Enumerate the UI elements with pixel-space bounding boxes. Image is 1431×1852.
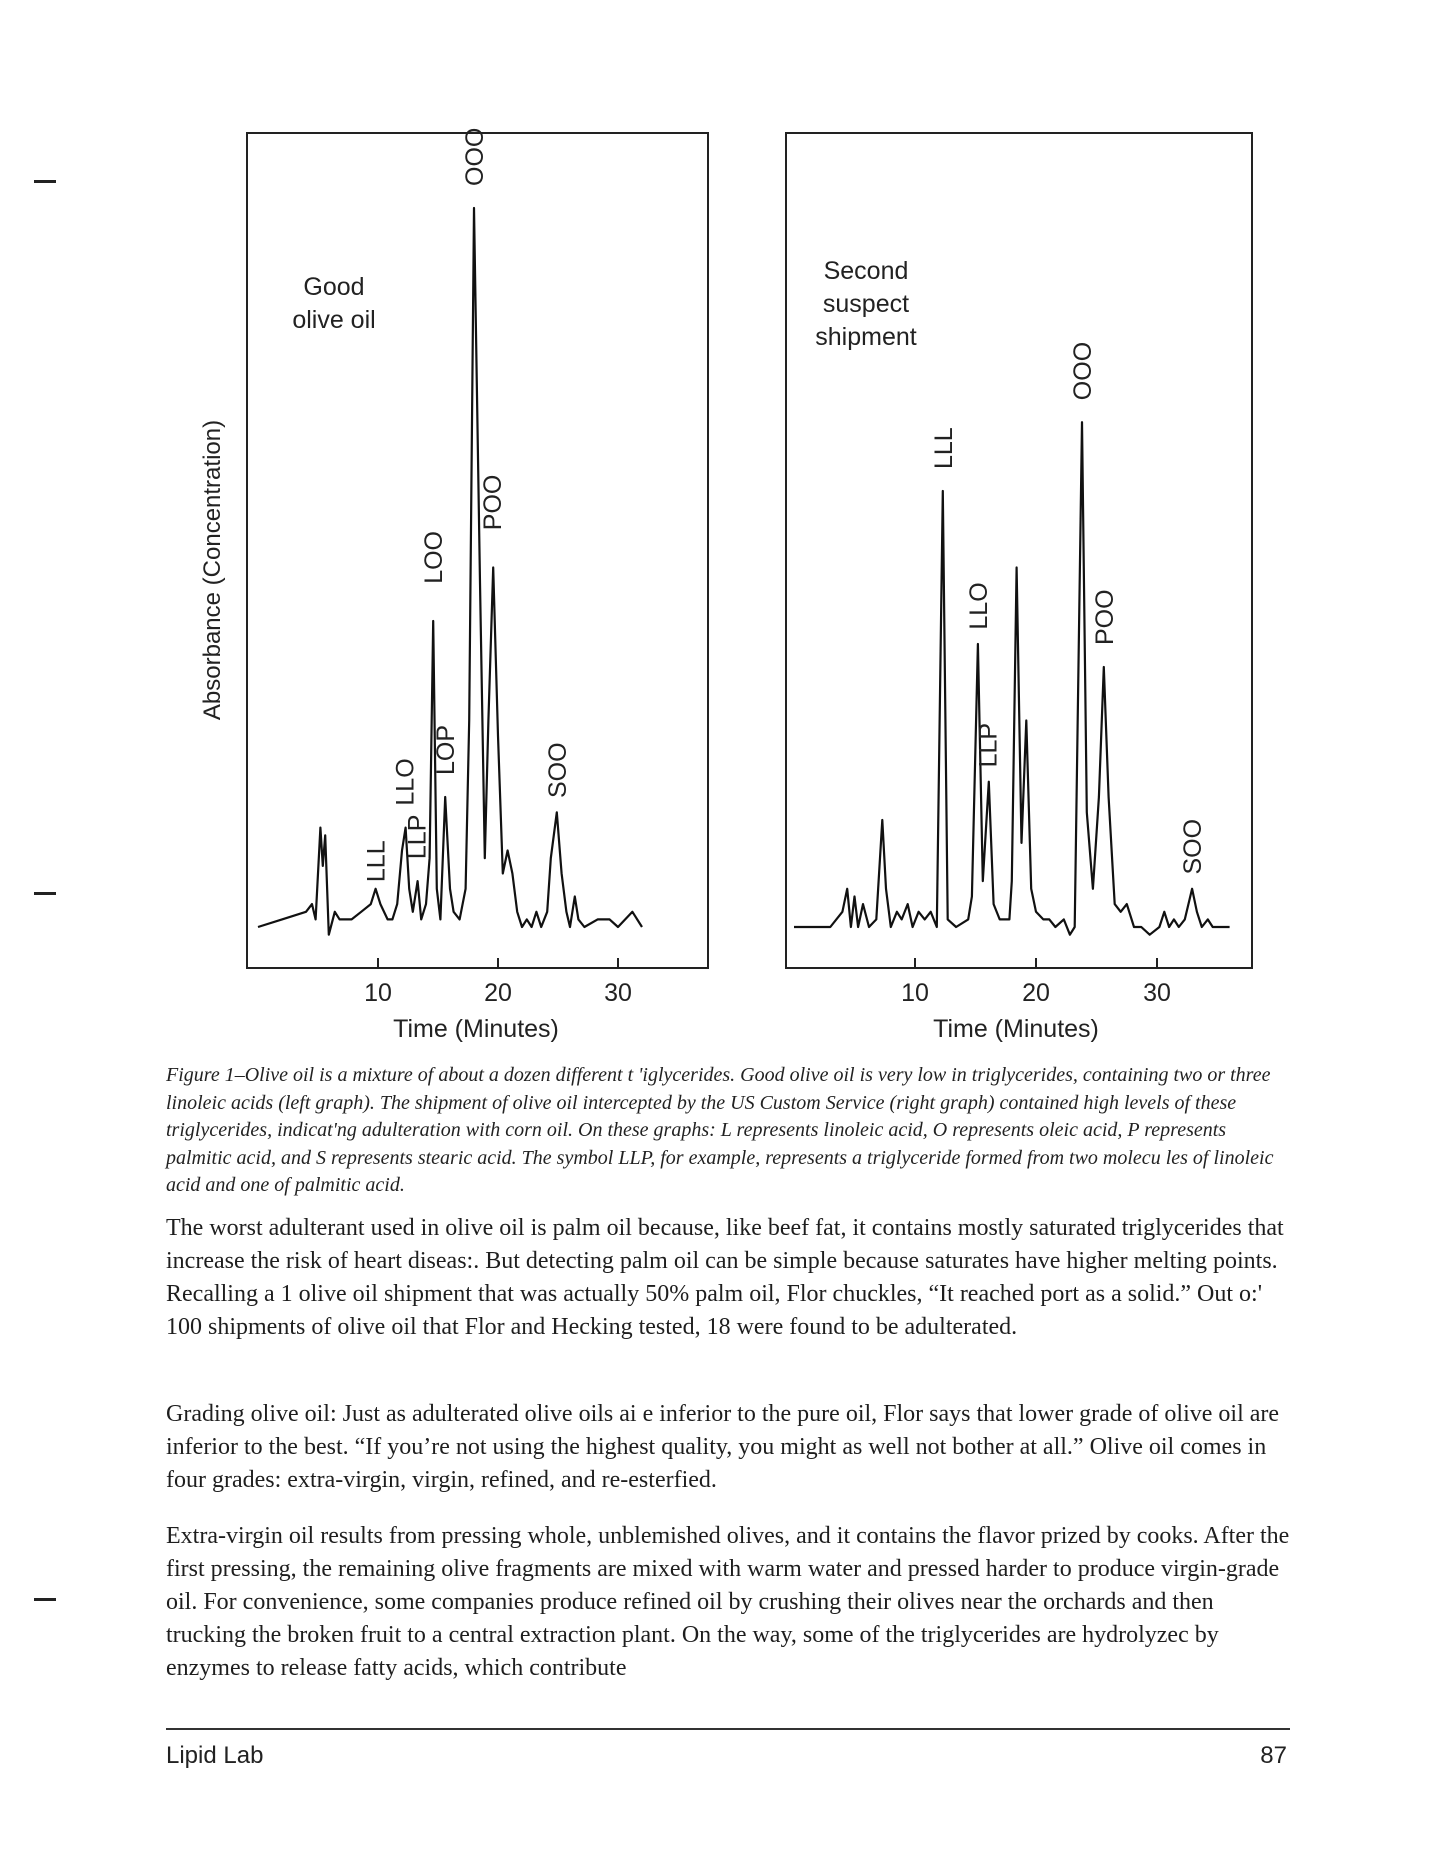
- peak-label-lll: LLL: [929, 427, 958, 469]
- peak-label-ooo: OOO: [1069, 341, 1097, 401]
- peak-label-llp: LLP: [974, 722, 1003, 768]
- body-paragraph-3: Extra-virgin oil results from pressing whole, unblemished olives, and it contains the flavor prized by cooks. After the first pressing, the remaining olive fragments are mixed with warm water and pressed harder to produce virgin-grade oil. For convenience, some companies produce refined oil by crushing their olives near the orchards and then trucking the broken fruit to a central extraction plant. On the way, some of the triglycerides are hydrolyzec by enzymes to release fatty acids, which contribute: [166, 1523, 1290, 1681]
- peak-label-llo: LLO: [964, 582, 993, 630]
- x-tick-label: 20: [484, 979, 512, 1007]
- chromatogram-trace: [794, 422, 1230, 935]
- x-ticks: [901, 958, 1171, 1007]
- peak-label-loo: LOO: [420, 531, 449, 584]
- peak-labels: [930, 342, 1207, 875]
- chart-title-line-2: suspect: [822, 290, 910, 318]
- figure-caption: Figure 1–Olive oil is a mixture of about a dozen different t 'iglycerides. Good olive oil is very low in triglycerides, containing two or three linoleic acids (left graph). The shipment of olive oil intercepted by the US Custom Service (right graph) contained high levels of these triglycerides, indicat'ng adulteration with corn oil. On these graphs: L represents linoleic acid, O represents oleic acid, P represents palmitic acid, and S represents stearic acid. The symbol LLP, for example, represents a triglyceride formed from two molecu les of linoleic acid and one of palmitic acid.: [166, 1064, 1274, 1196]
- x-tick-label: 10: [901, 979, 929, 1007]
- chart-title-line-2: olive oil: [292, 306, 376, 334]
- peak-label-soo: SOO: [543, 742, 572, 798]
- x-tick-label: 10: [364, 979, 392, 1007]
- peak-label-lop: LOP: [432, 724, 461, 775]
- peak-label-poo: POO: [479, 474, 507, 531]
- body-paragraph-2: Grading olive oil: Just as adulterated olive oils ai e inferior to the pure oil, Flor says that lower grade of olive oil are inferior to the best. “If you’re not using the highest quality, you might as well not bother at all.” Olive oil comes in four grades: extra-virgin, virgin, refined, and re-esterfied.: [166, 1401, 1280, 1493]
- footer-section-title: Lipid Lab: [166, 1742, 264, 1769]
- peak-label-llo: LLO: [391, 758, 420, 806]
- footer-rule: [166, 1728, 1290, 1730]
- x-tick-label: 20: [1022, 979, 1050, 1007]
- x-axis-label: Time (Minutes): [933, 1015, 1099, 1043]
- y-axis-label: Absorbance (Concentration): [199, 419, 226, 721]
- chart-title-line-3: shipment: [815, 323, 917, 351]
- x-tick-label: 30: [1143, 979, 1171, 1007]
- chart-title-line-1: Second: [823, 257, 909, 285]
- peak-label-poo: POO: [1090, 589, 1119, 645]
- chart-title-line-1: Good: [303, 273, 365, 301]
- peak-label-ooo: OOO: [461, 127, 489, 186]
- x-axis-label: Time (Minutes): [393, 1015, 559, 1043]
- x-ticks: [364, 958, 632, 1007]
- plot-frame: [247, 133, 708, 968]
- margin-mark-bottom: [34, 1598, 56, 1601]
- peak-label-llp: LLP: [403, 814, 432, 860]
- body-paragraph-1: The worst adulterant used in olive oil is palm oil because, like beef fat, it contains mostly saturated triglycerides that increase the risk of heart diseas:. But detecting palm oil can be simple because saturates have higher melting points. Recalling a 1 olive oil shipment that was actually 50% palm oil, Flor chuckles, “It reached port as a solid.” Out o:' 100 shipments of olive oil that Flor and Hecking tested, 18 were found to be adulterated.: [166, 1215, 1284, 1340]
- x-tick-label: 30: [604, 979, 632, 1007]
- peak-label-soo: SOO: [1179, 818, 1208, 875]
- peak-label-lll: LLL: [362, 840, 391, 883]
- page-number: 87: [1260, 1742, 1287, 1769]
- chart-panel-good-olive-oil: [247, 128, 708, 1043]
- chart-panel-second-suspect-shipment: [786, 133, 1252, 1043]
